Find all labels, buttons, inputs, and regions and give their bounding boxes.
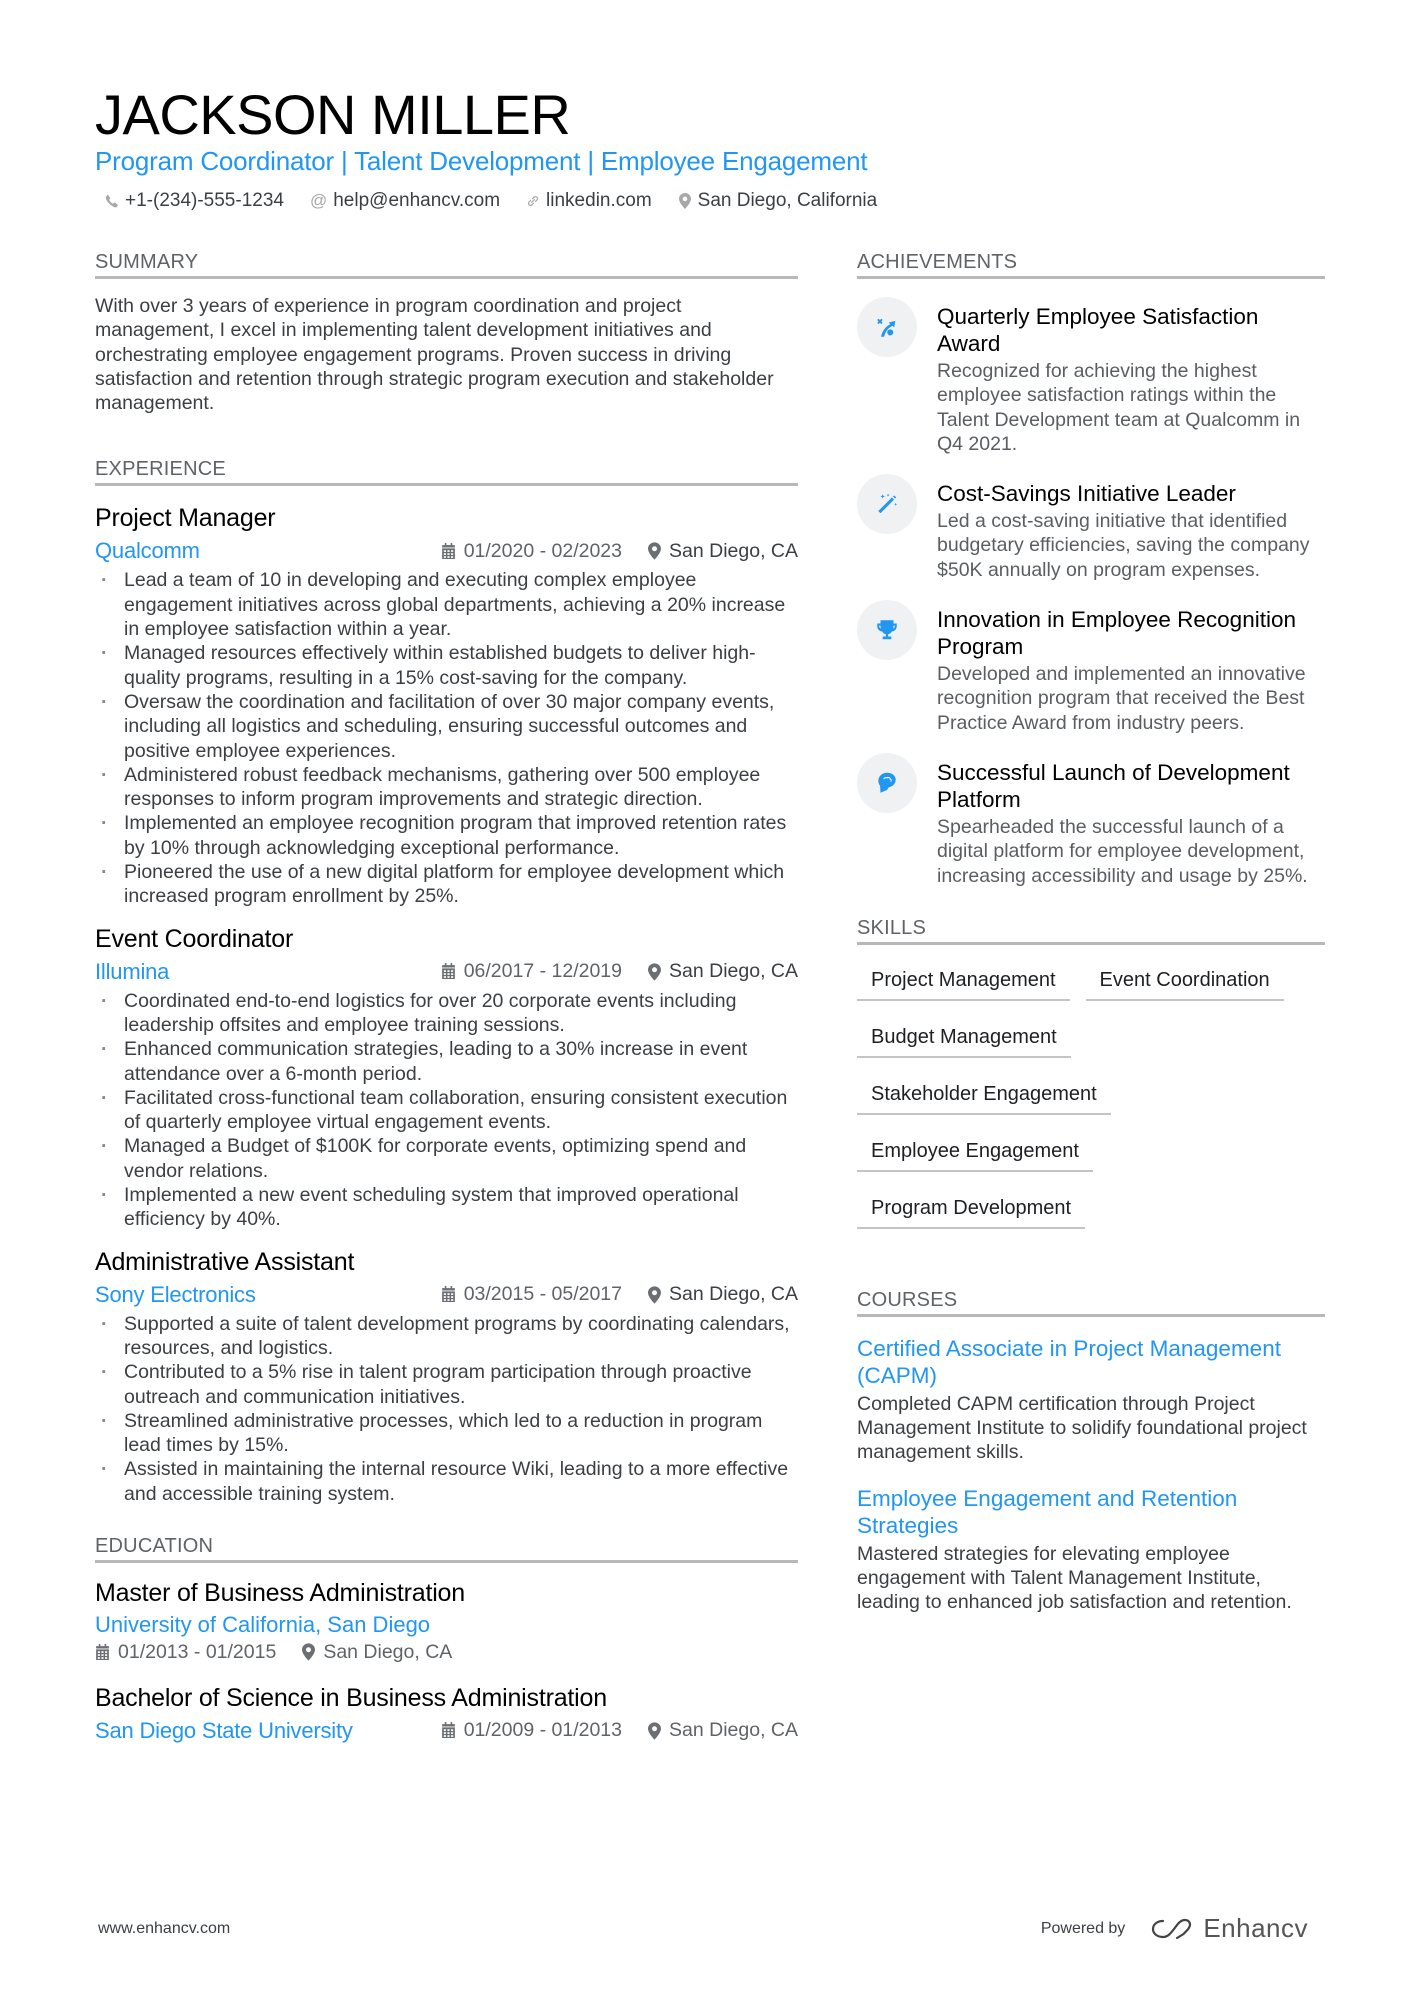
course-title[interactable]: Certified Associate in Project Management (CAPM) [857,1335,1281,1388]
location-pin-icon [648,1286,661,1304]
job-meta [95,536,798,566]
achievement-description: Spearheaded the successful launch of a digital platform for employee development, increasing accessibility and usage by 25%. [937,815,1308,887]
education-dates [441,1719,622,1742]
calendar-icon [441,543,456,560]
skill-tag: Employee Engagement [857,1132,1093,1172]
location-text: San Diego, CA [669,1719,798,1742]
achievement-title: Innovation in Employee Recognition Program [937,607,1296,660]
degree-title: Bachelor of Science in Business Administration [95,1683,607,1712]
location-pin-icon [678,193,692,209]
education-entry [95,1682,798,1746]
education-location [648,1719,798,1742]
job-location [648,1283,798,1306]
skill-tag: Stakeholder Engagement [857,1075,1111,1115]
education-location [302,1641,452,1664]
achievement-icon-badge [857,600,917,660]
location-text: San Diego, California [697,190,878,211]
bullet-item: · Enhanced communication strategies, leading to a 30% increase in event attendance over a 6-month period. [95,1037,798,1086]
company-name[interactable]: Sony Electronics [95,1281,256,1307]
strategy-icon [874,314,900,340]
dates-text: 03/2015 - 05/2017 [463,1283,622,1306]
job-bullets [95,568,798,908]
bullet-item: · Facilitated cross-functional team collaboration, ensuring consistent execution of quarterly employee virtual engagement events. [95,1086,798,1135]
page-footer [98,1913,1308,1944]
bullet-item: · Managed resources effectively within established budgets to deliver high-quality programs, resulting in a 15% cost-saving for the company. [95,641,798,690]
bullet-item: · Streamlined administrative processes, which led to a reduction in program lead times by 15%. [95,1409,798,1458]
education-entry [95,1577,798,1664]
section-heading-skills: SKILLS [857,916,1325,945]
education-dates [95,1641,276,1664]
candidate-title: Program Coordinator | Talent Development | Employee Engagement [95,146,868,176]
section-heading-summary: SUMMARY [95,250,798,279]
education-section [95,1534,798,1746]
powered-by-label: Powered by [1040,1919,1126,1937]
achievement-item [857,759,1325,888]
achievement-item [857,303,1325,456]
brand-logo[interactable] [1149,1913,1308,1944]
experience-entry [95,502,798,908]
skills-list [857,961,1325,1246]
achievement-icon-badge [857,297,917,357]
bullet-item: · Implemented an employee recognition program that improved retention rates by 10% through acknowledging exceptional performance. [95,811,798,860]
brand-name: Enhancv [1203,1913,1308,1943]
bullet-item: · Implemented a new event scheduling system that improved operational efficiency by 40%. [95,1183,798,1232]
achievement-title: Cost-Savings Initiative Leader [937,481,1236,507]
achievements-section [857,250,1325,888]
skill-tag: Project Management [857,961,1070,1001]
experience-section [95,457,798,1506]
skills-section [857,916,1325,1246]
left-column [95,250,798,1786]
dates-text: 01/2013 - 01/2015 [118,1640,277,1663]
job-dates [441,540,622,563]
section-heading-education: EDUCATION [95,1534,798,1563]
achievement-item [857,606,1325,735]
bullet-item: · Assisted in maintaining the internal resource Wiki, leading to a more effective and accessible training system. [95,1457,798,1506]
achievement-body [937,759,1325,888]
skill-tag: Program Development [857,1189,1085,1229]
bullet-item: · Coordinated end-to-end logistics for over 20 corporate events including leadership offsites and employee training sessions. [95,989,798,1038]
location-text: San Diego, CA [669,960,798,983]
location-pin-icon [302,1643,315,1661]
contact-email[interactable] [310,190,500,212]
company-name[interactable]: Qualcomm [95,538,200,564]
achievement-description: Recognized for achieving the highest employee satisfaction ratings within the Talent Development team at Qualcomm in Q4 2021. [937,360,1301,455]
job-title: Project Manager [95,504,276,533]
courses-section [857,1288,1325,1615]
powered-by [1041,1913,1308,1944]
course-item [857,1485,1325,1615]
achievement-body [937,303,1325,456]
calendar-icon [441,1722,456,1739]
calendar-icon [441,1286,456,1303]
location-text: San Diego, CA [669,539,798,562]
enhancv-logo-icon [1149,1916,1195,1942]
job-title: Event Coordinator [95,924,294,953]
calendar-icon [441,963,456,980]
achievement-body [937,606,1325,735]
achievement-icon-badge [857,753,917,813]
job-meta [95,1280,798,1310]
at-icon: @ [309,191,328,210]
head-brain-icon [874,770,900,796]
location-pin-icon [648,542,661,560]
experience-entry [95,1246,798,1506]
achievement-description: Led a cost-saving initiative that identified budgetary efficiencies, saving the company $50K annually on program expenses. [937,510,1310,581]
section-heading-achievements: ACHIEVEMENTS [857,250,1325,279]
bullet-item: · Contributed to a 5% rise in talent program participation through proactive outreach and communication initiatives. [95,1360,798,1409]
job-meta-right [441,1283,798,1306]
job-meta [95,957,798,987]
summary-text: With over 3 years of experience in program coordination and project management, I excel in implementing talent development initiatives and orchestrating employee engagement programs. Proven success in driving satisfaction and retention through strategic program execution and stakeholder management. [95,295,774,415]
contact-location [678,190,878,212]
location-pin-icon [648,963,661,981]
trophy-icon [874,617,900,643]
experience-entry [95,923,798,1232]
dates-text: 01/2009 - 01/2013 [463,1719,622,1742]
course-title[interactable]: Employee Engagement and Retention Strategies [857,1485,1238,1538]
achievement-item [857,480,1325,582]
school-name[interactable]: San Diego State University [95,1717,353,1743]
job-dates [441,1283,622,1306]
skill-tag: Event Coordination [1086,961,1284,1001]
footer-website-link[interactable]: www.enhancv.com [98,1919,231,1937]
job-meta-right [441,960,798,983]
contact-linkedin[interactable] [526,190,652,212]
bullet-item: · Administered robust feedback mechanisms, gathering over 500 employee responses to inform program improvements and strategic direction. [95,763,798,812]
magic-wand-icon [874,491,900,517]
contact-info [95,190,1325,212]
dates-text: 01/2020 - 02/2023 [463,539,622,562]
course-description: Mastered strategies for elevating employee engagement with Talent Management Institute, leading to enhanced job satisfaction and retention. [857,1542,1292,1614]
achievement-title: Successful Launch of Development Platform [937,759,1290,812]
skill-tag: Budget Management [857,1018,1071,1058]
course-item [857,1335,1325,1465]
linkedin-text[interactable]: linkedin.com [546,190,652,211]
course-description: Completed CAPM certification through Project Management Institute to solidify foundational project management skills. [857,1392,1307,1464]
company-name[interactable]: Illumina [95,958,170,984]
calendar-icon [95,1644,110,1661]
bullet-item: · Lead a team of 10 in developing and executing complex employee engagement initiatives across global departments, achieving a 20% increase in employee satisfaction within a year. [95,568,798,641]
job-meta-right [441,540,798,563]
phone-icon [105,193,119,209]
achievement-icon-badge [857,474,917,534]
phone-text: +1-(234)-555-1234 [125,190,284,211]
bullet-item: · Pioneered the use of a new digital platform for employee development which increased program enrollment by 25%. [95,860,798,909]
bullet-item: · Supported a suite of talent development programs by coordinating calendars, resources, and logistics. [95,1312,798,1361]
education-meta [95,1716,798,1746]
bullet-item: · Managed a Budget of $100K for corporate events, optimizing spend and vendor relations. [95,1134,798,1183]
contact-phone [105,190,284,212]
bullet-item: · Oversaw the coordination and facilitation of over 30 major company events, including all logistics and scheduling, ensuring successful outcomes and positive employee experiences. [95,690,798,763]
email-text[interactable]: help@enhancv.com [333,190,501,211]
resume-header [95,84,1325,212]
job-title: Administrative Assistant [95,1247,355,1276]
job-bullets [95,989,798,1232]
link-icon [526,193,540,209]
education-meta-right [441,1719,798,1742]
job-bullets [95,1312,798,1506]
achievement-title: Quarterly Employee Satisfaction Award [937,304,1259,356]
achievement-description: Developed and implemented an innovative recognition program that received the Best Practice Award from industry peers. [937,663,1306,734]
job-location [648,960,798,983]
dates-text: 06/2017 - 12/2019 [463,960,622,983]
achievement-body [937,480,1325,582]
education-meta [95,1641,798,1664]
section-heading-experience: EXPERIENCE [95,457,798,486]
right-column [857,250,1325,1655]
job-dates [441,960,622,983]
summary-section [95,250,798,415]
job-location [648,540,798,563]
location-text: San Diego, CA [323,1640,453,1663]
candidate-name: JACKSON MILLER [95,83,571,146]
degree-title: Master of Business Administration [95,1578,465,1607]
section-heading-courses: COURSES [857,1288,1325,1317]
location-pin-icon [648,1722,661,1740]
location-text: San Diego, CA [669,1283,798,1306]
school-name[interactable]: University of California, San Diego [95,1611,431,1637]
